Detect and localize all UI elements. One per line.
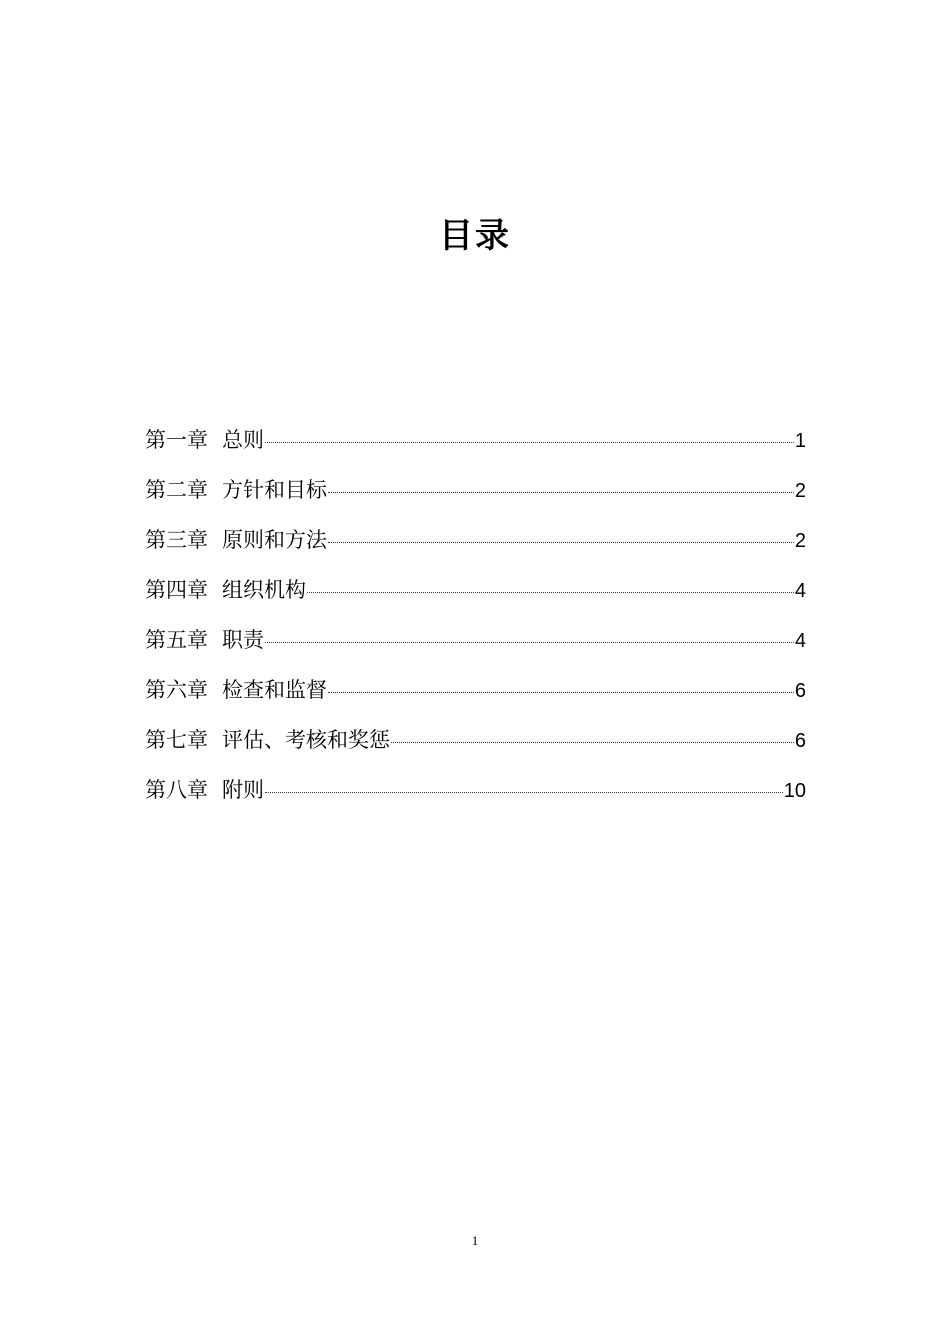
toc-entry[interactable]: [145, 670, 806, 720]
toc-page-number: 1: [794, 430, 806, 452]
toc-dot-leader: [391, 742, 794, 743]
toc-page-number: 4: [794, 580, 806, 602]
toc-dot-leader: [265, 442, 794, 443]
toc-chapter-title: 评估、考核和奖惩: [222, 728, 390, 752]
toc-entry[interactable]: [145, 770, 806, 820]
toc-chapter-number: 第二章: [145, 478, 208, 502]
toc-page-number: 6: [794, 730, 806, 752]
toc-chapter-number: 第五章: [145, 628, 208, 652]
toc-entry[interactable]: [145, 470, 806, 520]
toc-chapter-number: 第七章: [145, 728, 208, 752]
toc-title: 目录: [439, 216, 511, 256]
toc-dot-leader: [328, 692, 794, 693]
toc-page-number: 6: [794, 680, 806, 702]
toc-chapter-title: 方针和目标: [222, 478, 327, 502]
toc-dot-leader: [265, 792, 783, 793]
toc-chapter-title: 附则: [222, 778, 264, 802]
toc-entry[interactable]: [145, 570, 806, 620]
toc-chapter-title: 组织机构: [222, 578, 306, 602]
toc-chapter-title: 检查和监督: [222, 678, 327, 702]
toc-chapter-title: 总则: [222, 428, 264, 452]
toc-chapter-number: 第八章: [145, 778, 208, 802]
toc-entry[interactable]: [145, 520, 806, 570]
footer-page-number: 1: [471, 1233, 479, 1248]
toc-entry[interactable]: [145, 620, 806, 670]
toc-chapter-number: 第四章: [145, 578, 208, 602]
toc-page-number: 10: [783, 780, 806, 802]
toc-dot-leader: [328, 542, 794, 543]
toc-entry[interactable]: [145, 420, 806, 470]
toc-chapter-title: 职责: [222, 628, 264, 652]
toc-dot-leader: [328, 492, 794, 493]
toc-dot-leader: [265, 642, 794, 643]
toc-page-number: 2: [794, 530, 806, 552]
toc-chapter-title: 原则和方法: [222, 528, 327, 552]
toc-page-number: 2: [794, 480, 806, 502]
toc-dot-leader: [307, 592, 794, 593]
toc-page-number: 4: [794, 630, 806, 652]
toc-list: [145, 420, 806, 820]
toc-chapter-number: 第一章: [145, 428, 208, 452]
toc-chapter-number: 第六章: [145, 678, 208, 702]
toc-chapter-number: 第三章: [145, 528, 208, 552]
toc-entry[interactable]: [145, 720, 806, 770]
